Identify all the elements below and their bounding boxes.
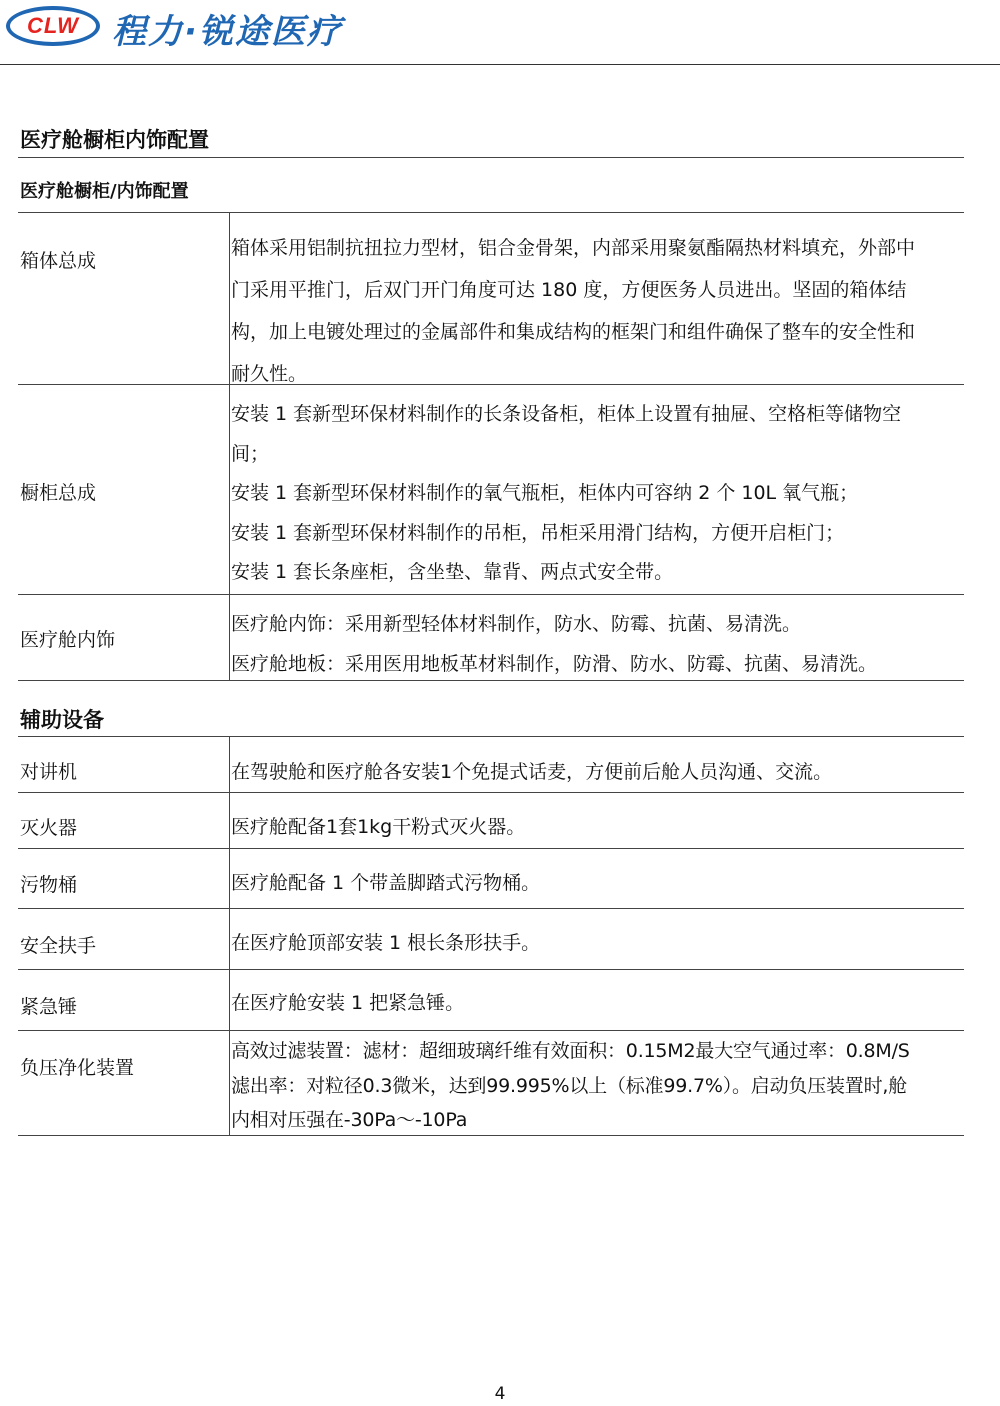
- row-label-intercom: 对讲机: [20, 761, 78, 783]
- table-rule: [18, 908, 964, 909]
- page-number: 4: [494, 1384, 506, 1404]
- page-header: [0, 0, 1000, 66]
- desc-line: 间；: [231, 442, 270, 465]
- section-title-cabinet-interior: 医疗舱橱柜内饰配置: [20, 128, 209, 152]
- table-rule: [18, 969, 964, 970]
- desc-line: 医疗舱地板：采用医用地板革材料制作，防滑、防水、防霉、抗菌、易清洗。: [231, 653, 878, 675]
- row-label-negative-pressure-purifier: 负压净化装置: [20, 1057, 135, 1079]
- clw-logo: [6, 6, 100, 46]
- desc-line: 安装 1 套长条座柜，含坐垫、靠背、两点式安全带。: [231, 561, 674, 583]
- column-divider: [229, 736, 230, 1135]
- row-desc-waste-bin: 医疗舱配备 1 个带盖脚踏式污物桶。: [231, 872, 541, 894]
- desc-line: 箱体采用铝制抗扭拉力型材，铝合金骨架，内部采用聚氨酯隔热材料填充，外部中: [231, 237, 916, 259]
- header-divider: [0, 64, 1000, 65]
- table-rule: [18, 680, 964, 681]
- table-rule: [18, 594, 964, 595]
- table-rule: [18, 1030, 964, 1031]
- row-desc-intercom: 在驾驶舱和医疗舱各安装1个免提式话麦，方便前后舱人员沟通、交流。: [231, 761, 833, 783]
- row-label-safety-handrail: 安全扶手: [20, 935, 97, 957]
- desc-line: 内相对压强在-30Pa～-10Pa: [231, 1109, 468, 1131]
- row-desc-cabin-interior: [231, 604, 965, 684]
- table-rule: [18, 157, 964, 158]
- table-subtitle: 医疗舱橱柜/内饰配置: [20, 181, 189, 202]
- row-label-cabinet-assembly: 橱柜总成: [20, 482, 97, 504]
- row-label-box-assembly: 箱体总成: [20, 250, 97, 272]
- desc-line: 安装 1 套新型环保材料制作的氧气瓶柜，柜体内可容纳 2 个 10L 氧气瓶；: [231, 482, 859, 504]
- desc-line: 高效过滤装置：滤材：超细玻璃纤维有效面积：0.15M2最大空气通过率：0.8M/S: [231, 1040, 910, 1062]
- table-rule: [18, 384, 964, 385]
- table-rule: [18, 848, 964, 849]
- row-desc-emergency-hammer: 在医疗舱安装 1 把紧急锤。: [231, 992, 465, 1014]
- logo-mark-text: CLW: [27, 13, 79, 38]
- desc-line: 滤出率：对粒径0.3微米，达到99.995%以上（标准99.7%）。启动负压装置时,舱: [231, 1074, 908, 1097]
- desc-line: 耐久性。: [231, 363, 308, 385]
- row-desc-negative-pressure-purifier: [231, 1034, 965, 1138]
- table-rule: [18, 1135, 964, 1136]
- desc-line: 门采用平推门，后双门开门角度可达 180 度，方便医务人员进出。坚固的箱体结: [231, 279, 907, 301]
- table-rule: [18, 792, 964, 793]
- desc-line: 医疗舱内饰：采用新型轻体材料制作，防水、防霉、抗菌、易清洗。: [231, 613, 802, 635]
- desc-line: 安装 1 套新型环保材料制作的吊柜，吊柜采用滑门结构，方便开启柜门；: [231, 521, 845, 544]
- row-label-emergency-hammer: 紧急锤: [20, 996, 78, 1018]
- desc-line: 构，加上电镀处理过的金属部件和集成结构的框架门和组件确保了整车的安全性和: [231, 321, 916, 343]
- row-label-cabin-interior: 医疗舱内饰: [20, 629, 116, 651]
- row-desc-box-assembly: [231, 227, 965, 395]
- row-label-fire-extinguisher: 灭火器: [20, 817, 78, 839]
- row-desc-cabinet-assembly: [231, 395, 965, 593]
- table-rule: [18, 212, 964, 213]
- brand-name: 程力·锐途医疗: [112, 12, 343, 52]
- section-title-auxiliary-equipment: 辅助设备: [20, 708, 104, 732]
- row-desc-fire-extinguisher: 医疗舱配备1套1kg干粉式灭火器。: [231, 816, 526, 838]
- column-divider: [229, 212, 230, 680]
- table-rule: [18, 736, 964, 737]
- row-label-waste-bin: 污物桶: [20, 874, 78, 896]
- desc-line: 安装 1 套新型环保材料制作的长条设备柜，柜体上设置有抽屉、空格柜等储物空: [231, 403, 902, 425]
- row-desc-safety-handrail: 在医疗舱顶部安装 1 根长条形扶手。: [231, 932, 541, 954]
